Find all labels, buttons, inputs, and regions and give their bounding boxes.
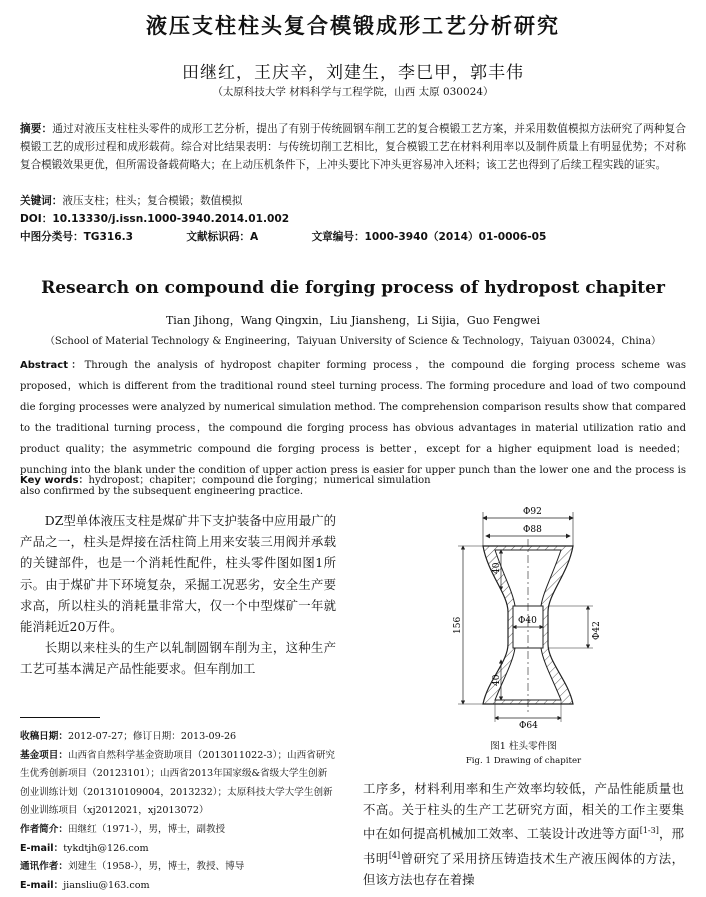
author-intro-value: 田继红（1971-），男，博士，副教授: [67, 823, 226, 835]
keywords-en-label: Key words：: [20, 475, 89, 486]
body-right-column: [363, 778, 684, 890]
classification-line: [20, 229, 686, 244]
figure-caption-cn: 图1 柱头零件图: [490, 741, 557, 752]
footnote-email-2: [20, 877, 336, 896]
email-label: E-mail：: [20, 842, 64, 854]
abstract-en-text: Through the analysis of hydropost chapiter forming process，the compound die forging process scheme was proposed，which is different from the traditional round steel turning process. The forming procedure and load of two compound die forging processes were analyzed by numerical simulation method. The comprehension comparison results show that compared to the traditional turning process，the compound die forging process has obvious advantages in material utilization ratio and product quality；the asymmetric compound die forging process is better，except for a higher equipment load is needed；punching into the blank under the condition of upper action press is easier for upper punch than the lower one and the process is also confirmed by the subsequent engineering practice.: [20, 360, 686, 497]
footnote-received: [20, 728, 336, 747]
corresponding-label: 通讯作者：: [20, 861, 68, 873]
abstract-cn-label: 摘要：: [20, 123, 53, 135]
authors-cn: 田继红，王庆辛，刘建生，李巳甲，郭丰伟: [182, 63, 524, 83]
article-number-label: 文章编号：: [311, 231, 365, 243]
dim-label-h40-bottom: 40: [492, 674, 502, 686]
footnote-corresponding: [20, 858, 336, 877]
clc-value: TG316.3: [83, 231, 133, 243]
body-paragraph-1: DZ型单体液压支柱是煤矿井下支护装备中应用最广的产品之一，柱头是焊接在活柱筒上用来安装三用阀并承载的关键部件，也是一个消耗性配件，柱头零件图如图1所示。由于煤矿井下环境复杂，采掘工况恶劣，安全生产要求高，所以柱头的消耗量非常大，仅一个中型煤矿一年就能消耗近20万件。: [20, 513, 336, 635]
citation-1-3: [1-3]: [639, 826, 659, 836]
keywords-en-text: hydropost；chapiter；compound die forging；numerical simulation: [88, 475, 431, 486]
footnotes: [20, 728, 336, 895]
figure-chapiter-drawing: [363, 494, 684, 731]
keywords-cn: [20, 192, 686, 210]
clc-label: 中图分类号：: [20, 231, 84, 243]
keywords-en: [20, 472, 686, 490]
email-value: tykdtjh@126.com: [63, 842, 149, 854]
paper-title-en: Research on compound die forging process of hydropost chapiter: [41, 278, 665, 298]
doc-code-label: 文献标识码：: [186, 231, 250, 243]
figure-caption-en: Fig. 1 Drawing of chapiter: [465, 756, 582, 766]
doc-code-value: A: [249, 231, 259, 243]
body-paragraph-3: [363, 778, 684, 890]
doi-label: DOI：: [20, 213, 53, 225]
corresponding-value: 刘建生（1958-），男，博士，教授、博导: [67, 861, 245, 873]
affiliation-en: （School of Material Technology & Engineering，Taiyuan University of Science & Technology，Taiyuan 030024，China）: [44, 336, 662, 347]
body-text-c: 曾研究了采用挤压铸造技术生产液压阀体的方法，但该方法也存在着操: [363, 850, 685, 888]
dim-label-h156: 156: [453, 616, 463, 634]
dim-label-d64: Φ64: [519, 721, 538, 731]
abstract-cn: [20, 120, 686, 174]
dim-label-d42: Φ42: [592, 621, 602, 640]
paper-title-cn: 液压支柱柱头复合模锻成形工艺分析研究: [146, 14, 560, 38]
author-intro-label: 作者简介：: [20, 823, 68, 835]
abstract-cn-text: 通过对液压支柱柱头零件的成形工艺分析，提出了有别于传统圆钢车削工艺的复合模锻工艺方案，并采用数值模拟方法研究了两种复合模锻工艺的成形过程和成形载荷。综合对比结果表明：与传统切削工艺相比，复合模锻工艺在材料利用率以及制件质量上有明显优势；不对称复合模锻效果更优，但所需设备载荷略大；在上动压机条件下，上冲头要比下冲头更容易冲入坯料；该工艺也得到了后续工程实践的证实。: [20, 123, 686, 171]
footnote-email-1: [20, 840, 336, 859]
body-paragraph-2: 长期以来柱头的生产以轧制圆钢车削为主，这种生产工艺可基本满足产品性能要求。但车削加工: [20, 640, 336, 677]
footnote-divider: [20, 717, 100, 718]
footnote-fund: [20, 747, 336, 821]
dim-label-h40-top: 40: [492, 562, 502, 574]
body-text-b: ，邢书明: [363, 826, 684, 866]
abstract-en-label: Abstract：: [20, 360, 85, 371]
citation-4: [4]: [388, 850, 401, 860]
authors-en: Tian Jihong，Wang Qingxin，Liu Jiansheng，Li Sijia，Guo Fengwei: [165, 314, 541, 327]
doi-value: 10.13330/j.issn.1000-3940.2014.01.002: [52, 213, 290, 225]
email-label: E-mail：: [20, 879, 64, 891]
keywords-cn-label: 关键词：: [20, 195, 63, 207]
affiliation-cn: （太原科技大学 材料科学与工程学院，山西 太原 030024）: [212, 86, 494, 98]
body-left-column: [20, 510, 336, 680]
fund-label: 基金项目：: [20, 749, 68, 761]
email-value: jiansliu@163.com: [63, 879, 150, 891]
dim-label-d40: Φ40: [518, 616, 537, 626]
keywords-cn-text: 液压支柱；柱头；复合模锻；数值模拟: [62, 195, 243, 207]
fund-value: 山西省自然科学基金资助项目（2013011022-3）；山西省研究生优秀创新项目（20123101）；山西省2013年国家级&省级大学生创新创业训练计划（201310109004，2013232）；太原科技大学大学生创新创业训练项目（xj2012021，xj2013072）: [20, 749, 336, 817]
footnote-author: [20, 821, 336, 840]
article-number-value: 1000-3940（2014）01-0006-05: [364, 231, 547, 243]
chapiter-drawing-svg: [363, 494, 684, 731]
body-text-a: 工序多，材料利用率和生产效率均较低，产品性能质量也不高。关于柱头的生产工艺研究方面，相关的工作主要集中在如何提高机械加工效率、工装设计改进等方面: [363, 781, 684, 842]
received-value: 2012-07-27；修订日期：2013-09-26: [67, 731, 237, 742]
dim-label-d92: Φ92: [523, 507, 542, 517]
dim-label-d88: Φ88: [523, 525, 542, 535]
doi: [20, 210, 686, 228]
received-label: 收稿日期：: [20, 731, 68, 742]
